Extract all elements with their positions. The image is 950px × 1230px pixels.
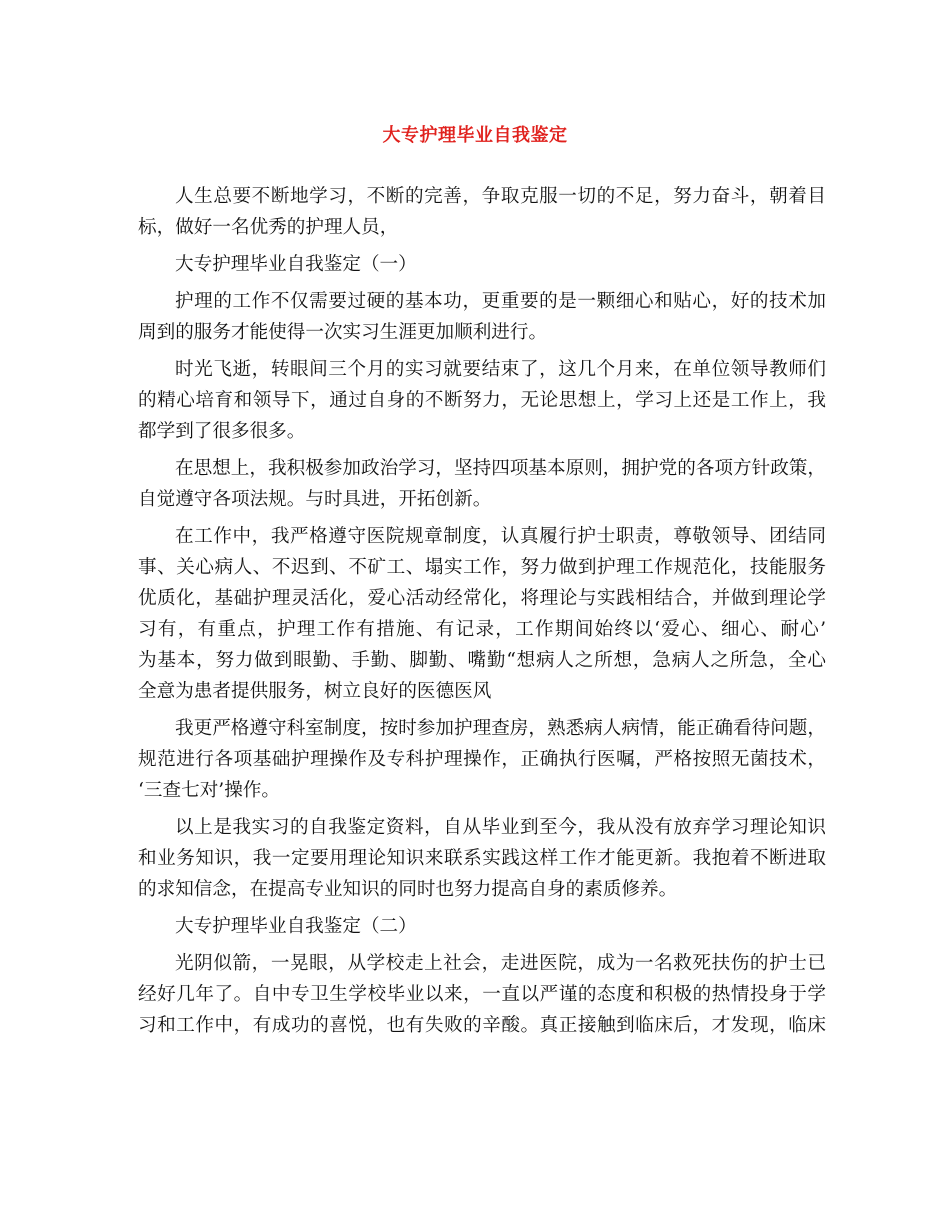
- paragraph-line: 经好几年了。自中专卫生学校毕业以来，一直以严谨的态度和积极的热情投身于学: [138, 984, 826, 1005]
- paragraph-line: 时光飞逝，转眼间三个月的实习就要结束了，这几个月来，在单位领导教师们: [175, 359, 826, 380]
- section-heading: 大专护理毕业自我鉴定（二）: [175, 916, 417, 937]
- paragraph-line: 优质化，基础护理灵活化，爱心活动经常化，将理论与实践相结合，并做到理论学: [138, 588, 826, 609]
- paragraph-line: 事、关心病人、不迟到、不矿工、塌实工作，努力做到护理工作规范化，技能服务: [138, 557, 826, 578]
- paragraph-line: 以上是我实习的自我鉴定资料，自从毕业到至今，我从没有放弃学习理论知识: [175, 817, 826, 838]
- paragraph-line: 在思想上，我积极参加政治学习，坚持四项基本原则，拥护党的各项方针政策，: [175, 458, 826, 479]
- paragraph-line: 在工作中，我严格遵守医院规章制度，认真履行护士职责，尊敬领导、团结同: [175, 526, 826, 547]
- paragraph-line: 光阴似箭，一晃眼，从学校走上社会，走进医院，成为一名救死扶伤的护士已: [175, 953, 826, 974]
- section-heading: 大专护理毕业自我鉴定（一）: [175, 254, 417, 275]
- paragraph-line: 的求知信念，在提高专业知识的同时也努力提高自身的素质修养。: [138, 879, 678, 900]
- document-body: [138, 181, 826, 1041]
- paragraph-line: 的精心培育和领导下，通过自身的不断努力，无论思想上，学习上还是工作上，我: [138, 390, 826, 411]
- paragraph-line: 全意为患者提供服务，树立良好的医德医风: [138, 681, 492, 702]
- document-title: 大专护理毕业自我鉴定: [382, 125, 568, 146]
- paragraph-line: ‘三查七对’操作。: [138, 780, 280, 801]
- paragraph-line: 都学到了很多很多。: [138, 421, 306, 442]
- paragraph-line: 标，做好一名优秀的护理人员，: [138, 217, 399, 238]
- paragraph-line: 和业务知识，我一定要用理论知识来联系实践这样工作才能更新。我抱着不断进取: [138, 848, 826, 869]
- paragraph-line: 自觉遵守各项法规。与时具进，开拓创新。: [138, 489, 492, 510]
- paragraph-line: 我更严格遵守科室制度，按时参加护理查房，熟悉病人病情，能正确看待问题，: [175, 718, 826, 739]
- paragraph-line: 护理的工作不仅需要过硬的基本功，更重要的是一颗细心和贴心，好的技术加: [175, 291, 826, 312]
- paragraph-line: 周到的服务才能使得一次实习生涯更加顺利进行。: [138, 322, 548, 343]
- paragraph-line: 习有，有重点，护理工作有措施、有记录，工作期间始终以‘爱心、细心、耐心’: [138, 619, 826, 640]
- paragraph-line: 规范进行各项基础护理操作及专科护理操作，正确执行医嘱，严格按照无菌技术，: [138, 749, 826, 770]
- paragraph-line: 习和工作中，有成功的喜悦，也有失败的辛酸。真正接触到临床后，才发现，临床: [138, 1015, 826, 1036]
- paragraph-line: 为基本，努力做到眼勤、手勤、脚勤、嘴勤“想病人之所想，急病人之所急，全心: [138, 650, 826, 671]
- paragraph-line: 人生总要不断地学习，不断的完善，争取克服一切的不足，努力奋斗，朝着目: [175, 186, 826, 207]
